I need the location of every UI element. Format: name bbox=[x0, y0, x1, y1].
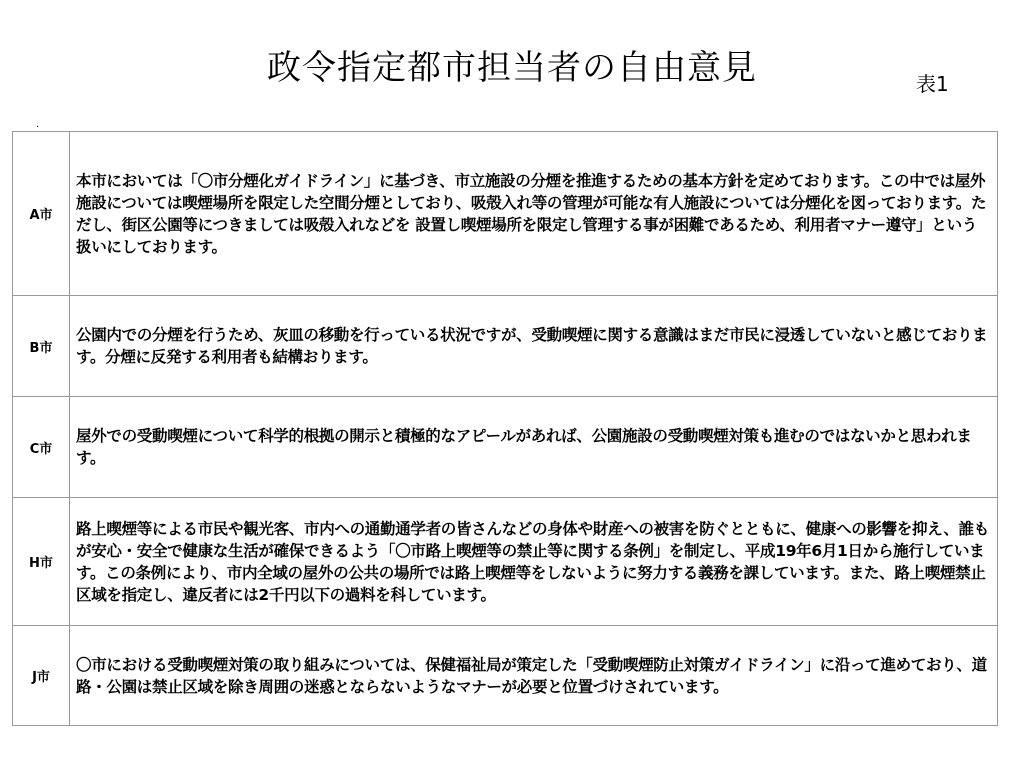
opinions-table bbox=[12, 131, 998, 726]
city-cell: A市 bbox=[13, 132, 70, 296]
table-row bbox=[13, 296, 998, 397]
city-cell: J市 bbox=[13, 626, 70, 726]
table-row bbox=[13, 498, 998, 626]
city-cell: H市 bbox=[13, 498, 70, 626]
opinion-cell: 路上喫煙等による市民や観光客、市内への通勤通学者の皆さんなどの身体や財産への被害を防ぐとともに、健康への影響を抑え、誰もが安心・安全で健康な生活が確保できるよう「〇市路上喫煙等の禁止等に関する条例」を制定し、平成19年6月1日から施行しています。この条例により、市内全域の屋外の公共の場所では路上喫煙等をしないように努力する義務を課しています。また、路上喫煙禁止区域を指定し、違反者には2千円以下の過料を科しています。 bbox=[70, 498, 998, 626]
page-title: 政令指定都市担当者の自由意見 bbox=[267, 48, 757, 88]
table-row bbox=[13, 132, 998, 296]
opinion-cell: 屋外での受動喫煙について科学的根拠の開示と積極的なアピールがあれば、公園施設の受動喫煙対策も進むのではないかと思われます。 bbox=[70, 397, 998, 498]
opinion-cell: 公園内での分煙を行うため、灰皿の移動を行っている状況ですが、受動喫煙に関する意識はまだ市民に浸透していないと感じております。分煙に反発する利用者も結構おります。 bbox=[70, 296, 998, 397]
table-number: 表1 bbox=[916, 72, 949, 96]
table-row bbox=[13, 397, 998, 498]
opinion-cell: 本市においては「〇市分煙化ガイドライン」に基づき、市立施設の分煙を推進するための基本方針を定めております。この中では屋外施設については喫煙場所を限定した空間分煙としており、吸殻入れ等の管理が可能な有人施設については分煙化を図っております。ただし、街区公園等につきましては吸殻入れなどを 設置し喫煙場所を限定し管理する事が困難であるため、利用者マナー遵守」という扱いにしております。 bbox=[70, 132, 998, 296]
stray-mark: · bbox=[36, 122, 40, 133]
table-row bbox=[13, 626, 998, 726]
opinion-cell: 〇市における受動喫煙対策の取り組みについては、保健福祉局が策定した「受動喫煙防止対策ガイドライン」に沿って進めており、道路・公園は禁止区域を除き周囲の迷惑とならないようなマナーが必要と位置づけされています。 bbox=[70, 626, 998, 726]
city-cell: C市 bbox=[13, 397, 70, 498]
city-cell: B市 bbox=[13, 296, 70, 397]
